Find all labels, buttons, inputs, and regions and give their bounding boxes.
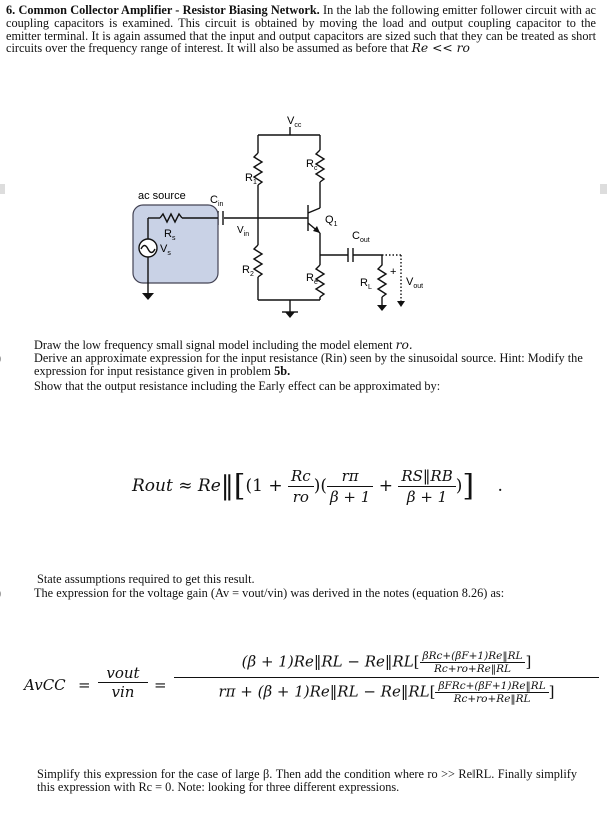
rout-dot: . xyxy=(497,476,503,496)
rout-ro: ro xyxy=(292,488,309,506)
rout-rsrb: RS‖RB xyxy=(398,466,455,487)
part-a xyxy=(12,339,607,352)
gain-num-frac-n: βRc+(βF+1)Re‖RL xyxy=(420,650,526,663)
gain-eq-2: = xyxy=(154,676,167,694)
part-c-label xyxy=(12,380,34,393)
vout-label: $V_{out}$ xyxy=(406,276,424,290)
q1-label: $Q_1$ xyxy=(325,214,338,228)
gain-num-frac-d: Rc+ro+Re‖RL xyxy=(433,663,511,675)
problem-intro xyxy=(6,4,596,55)
rc-label: $R_c$ xyxy=(306,158,318,172)
vcc-label: $V_{cc}$ xyxy=(287,115,302,129)
rout-re: Re xyxy=(197,476,221,496)
rout-bp1-a: β + 1 xyxy=(329,488,371,506)
final-instructions: Simplify this expression for the case of large β. Then add the condition where ro >> Re‖RL. Finally simplify this expression with Rc = 0. Note: looking for three different expressions. xyxy=(37,767,577,794)
rout-lhs: Rout xyxy=(132,476,173,496)
problem-title: Common Collector Amplifier - Resistor Biasing Network. xyxy=(18,3,320,17)
gain-numerator: (β + 1)Re‖RL − Re‖RL[ βRc+(βF+1)Re‖RL Rc+ro+Re‖RL ] xyxy=(174,650,599,678)
rl-resistor xyxy=(378,255,386,297)
state-assumptions: State assumptions required to get this result. xyxy=(37,572,255,586)
re-label: $R_e$ xyxy=(306,272,318,286)
part-b-text: Derive an approximate expression for the input resistance (Rin) seen by the sinusoidal source. Hint: Modify the expression for input resistance given in problem xyxy=(34,351,583,378)
part-d-text: The expression for the voltage gain (Av = vout/vin) was derived in the notes (equation 8.26) as: xyxy=(34,586,505,600)
part-b-ref: 5b. xyxy=(274,363,291,378)
part-c xyxy=(12,380,607,393)
cout-label: $C_{out}$ xyxy=(352,230,370,244)
right-margin-marker xyxy=(600,184,607,194)
assumption: Re << ro xyxy=(411,41,470,56)
part-d-label xyxy=(12,587,34,600)
rout-rpi: rπ xyxy=(327,466,373,487)
rout-bp1-b: β + 1 xyxy=(406,488,448,506)
gain-lhs: AvCC xyxy=(24,676,66,694)
ac-source-label: ac source xyxy=(138,190,186,202)
gain-vout: vout xyxy=(98,664,148,683)
gain-den-main: rπ + (β + 1)Re‖RL − Re‖RL xyxy=(218,682,430,701)
plus-label: + xyxy=(390,266,397,278)
rout-rc: Rc xyxy=(288,466,314,487)
r2-resistor xyxy=(254,245,262,277)
rs-label: $R_s$ xyxy=(164,228,176,242)
rl-label: $R_L$ xyxy=(360,277,372,291)
problem-intro-text: In the lab the following emitter follower circuit with ac coupling capacitors is examined. This circuit is obtained by moving the load and output coupling capacitor to the emitter terminal. It is again assumed that the input and output capacitors are sized such that they can be treated as short circuits over the frequency range of interest. It will also be assumed as before that xyxy=(6,3,596,56)
part-d xyxy=(12,587,607,600)
r2-label: $R_2$ xyxy=(242,264,254,278)
vin-label: $V_{in}$ xyxy=(237,225,250,238)
gain-vin: vin xyxy=(111,683,135,701)
gain-equation xyxy=(24,650,604,730)
gain-denominator: rπ + (β + 1)Re‖RL − Re‖RL[ βFRc+(βF+1)Re‖RL Rc+ro+Re‖RL ] xyxy=(218,680,555,705)
part-a-symbol: ro. xyxy=(395,338,413,352)
part-b xyxy=(12,352,607,378)
rout-plus: + xyxy=(378,476,393,496)
vs-label: $V_s$ xyxy=(160,243,171,257)
cin-label: $C_{in}$ xyxy=(210,194,224,208)
part-c-text: Show that the output resistance including the Early effect can be approximated by: xyxy=(34,379,441,393)
gain-num-main: (β + 1)Re‖RL − Re‖RL xyxy=(241,652,414,671)
gain-den-frac-d: Rc+ro+Re‖RL xyxy=(453,693,531,705)
rout-approx: ≈ xyxy=(178,476,193,496)
part-b-label xyxy=(12,352,34,365)
problem-number: 6. xyxy=(6,3,16,17)
gain-eq-1: = xyxy=(78,676,91,694)
rout-one: (1 + xyxy=(245,476,283,496)
circuit-diagram xyxy=(120,105,440,330)
r1-label: $R_1$ xyxy=(245,172,257,186)
part-a-label xyxy=(12,339,34,352)
left-margin-marker xyxy=(0,184,5,194)
gain-den-frac-n: βFRc+(βF+1)Re‖RL xyxy=(435,680,548,693)
part-a-text: Draw the low frequency small signal model including the model element xyxy=(34,338,393,352)
rout-equation: Rout ≈ Re‖[(1 + $\frac{Rc}{ro}$ )( $\frac{r\pi}{\beta + 1}$ + $\frac{RS‖RB}{\beta + 1}$ )] . xyxy=(132,467,503,506)
